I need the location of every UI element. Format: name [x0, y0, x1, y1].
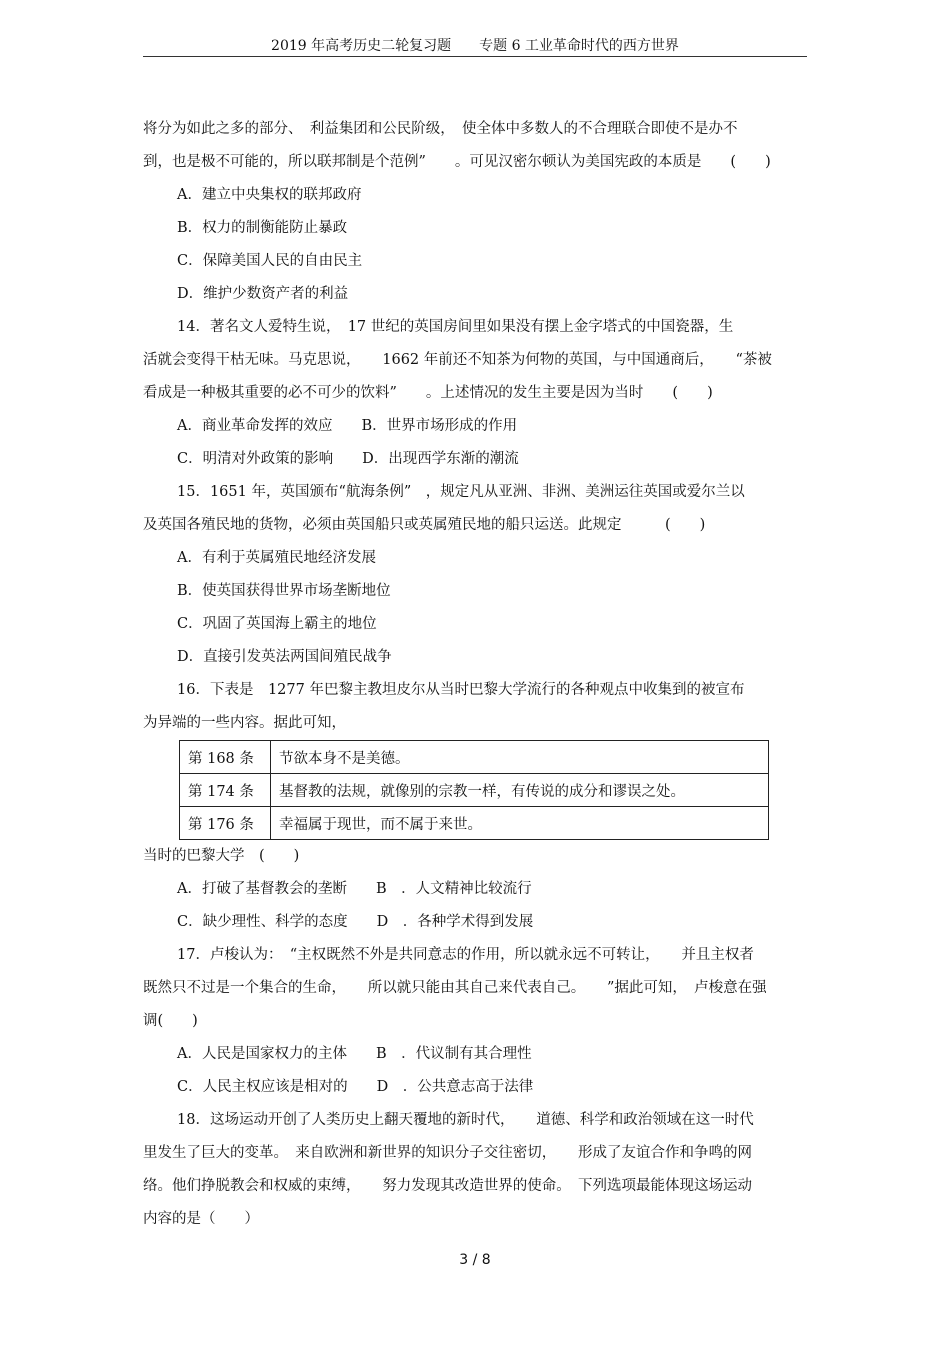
q13-option-c: C．保障美国人民的自由民主 [177, 253, 363, 269]
q13-stem-line-2: 到，也是极不可能的，所以联邦制是个范例” 。可见汉密尔顿认为美国宪政的本质是 ( ) [143, 154, 771, 170]
q17-stem-line-2: 既然只不过是一个集合的生命， 所以就只能由其自己来代表自己。 ”据此可知， 卢梭意在强 [143, 980, 767, 996]
q16-options-ab: A．打破了基督教会的垄断 B ．人文精神比较流行 [177, 881, 532, 897]
q15-stem-line-2: 及英国各殖民地的货物，必须由英国船只或英属殖民地的船只运送。此规定 ( ) [143, 517, 706, 533]
table-row [180, 807, 769, 840]
table-cell-content: 基督教的法规，就像别的宗教一样，有传说的成分和谬误之处。 [271, 774, 769, 807]
q13-stem-line-1: 将分为如此之多的部分、 利益集团和公民阶级， 使全体中多数人的不合理联合即使不是办不 [143, 121, 738, 137]
heresy-table [179, 740, 769, 840]
q15-option-b: B．使英国获得世界市场垄断地位 [177, 583, 391, 599]
q14-options-ab: A．商业革命发挥的效应 B．世界市场形成的作用 [177, 418, 518, 434]
q17-options-ab: A．人民是国家权力的主体 B ．代议制有其合理性 [177, 1046, 532, 1062]
q14-stem-line-1: 14．著名文人爱特生说， 17 世纪的英国房间里如果没有摆上金字塔式的中国瓷器，生 [177, 319, 734, 335]
q13-option-b: B．权力的制衡能防止暴政 [177, 220, 348, 236]
table-row [180, 741, 769, 774]
q16-stem-line-1: 16．下表是 1277 年巴黎主教坦皮尔从当时巴黎大学流行的各种观点中收集到的被宣布 [177, 682, 745, 698]
table-cell-content: 幸福属于现世，而不属于来世。 [271, 807, 769, 840]
q14-options-cd: C．明清对外政策的影响 D．出现西学东渐的潮流 [177, 451, 519, 467]
document-body [143, 113, 807, 1236]
q14-stem-line-2: 活就会变得干枯无味。马克思说， 1662 年前还不知茶为何物的英国，与中国通商后， “茶被 [143, 352, 772, 368]
q18-stem-line-2: 里发生了巨大的变革。 来自欧洲和新世界的知识分子交往密切， 形成了友谊合作和争鸣的网 [143, 1145, 752, 1161]
q13-option-a: A．建立中央集权的联邦政府 [177, 187, 362, 203]
q15-stem-line-1: 15．1651 年，英国颁布“航海条例” ，规定凡从亚洲、非洲、美洲运往英国或爱尔兰以 [177, 484, 745, 500]
table-cell-article: 第 176 条 [180, 807, 271, 840]
q16-stem-line-2: 为异端的一些内容。据此可知， [143, 715, 346, 731]
page-header: 2019 年高考历史二轮复习题 专题 6 工业革命时代的西方世界 [271, 38, 679, 54]
q17-stem-line-3: 调( ) [143, 1013, 198, 1029]
page-number: 3 / 8 [459, 1252, 491, 1268]
q13-option-d: D．维护少数资产者的利益 [177, 286, 349, 302]
q18-stem-line-1: 18．这场运动开创了人类历史上翻天覆地的新时代， 道德、科学和政治领域在这一时代 [177, 1112, 754, 1128]
q16-stem-tail: 当时的巴黎大学 ( ) [143, 848, 300, 864]
q15-option-d: D．直接引发英法两国间殖民战争 [177, 649, 392, 665]
q15-option-a: A．有利于英属殖民地经济发展 [177, 550, 376, 566]
header-divider [143, 56, 807, 57]
table-cell-article: 第 174 条 [180, 774, 271, 807]
q17-stem-line-1: 17．卢梭认为： “主权既然不外是共同意志的作用，所以就永远不可转让， 并且主权者 [177, 947, 754, 963]
table-cell-article: 第 168 条 [180, 741, 271, 774]
table-row [180, 774, 769, 807]
q15-option-c: C．巩固了英国海上霸主的地位 [177, 616, 377, 632]
q18-stem-line-3: 络。他们挣脱教会和权威的束缚， 努力发现其改造世界的使命。 下列选项最能体现这场运动 [143, 1178, 752, 1194]
q14-stem-line-3: 看成是一种极其重要的必不可少的饮料” 。上述情况的发生主要是因为当时 ( ) [143, 385, 713, 401]
q16-options-cd: C．缺少理性、科学的态度 D ．各种学术得到发展 [177, 914, 534, 930]
table-cell-content: 节欲本身不是美德。 [271, 741, 769, 774]
q17-options-cd: C．人民主权应该是相对的 D ．公共意志高于法律 [177, 1079, 534, 1095]
q18-stem-line-4: 内容的是（ ） [143, 1211, 259, 1227]
